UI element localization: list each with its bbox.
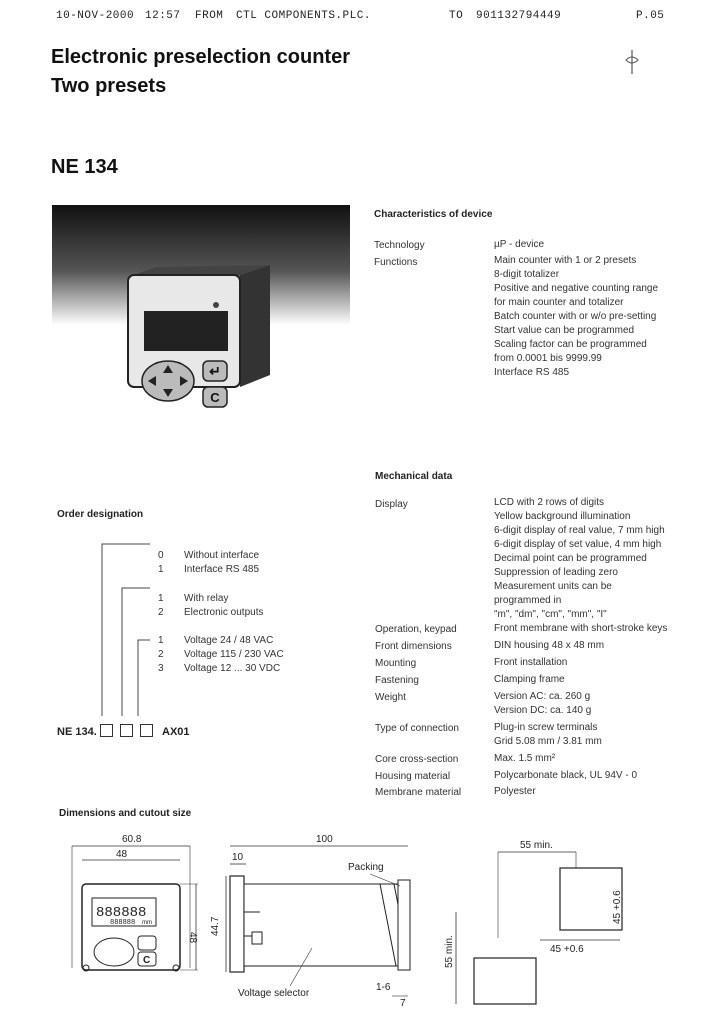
mech-label: Core cross-section (375, 754, 459, 765)
svg-text:C: C (143, 955, 151, 966)
order-code-suffix: AX01 (162, 726, 190, 738)
cutout-view (444, 840, 623, 1004)
svg-text:45 +0.6: 45 +0.6 (550, 944, 584, 955)
svg-text:C: C (210, 390, 220, 405)
order-option: Interface RS 485 (184, 564, 260, 575)
order-code-box (120, 724, 133, 737)
mech-value: DIN housing 48 x 48 mm (494, 640, 605, 651)
logo-mark-icon (622, 48, 642, 76)
order-code-line (57, 724, 190, 738)
fax-number: 901132794449 (476, 10, 562, 22)
svg-text:100: 100 (316, 834, 333, 845)
order-code-box (140, 724, 153, 737)
svg-text:60.8: 60.8 (122, 834, 142, 845)
svg-text:10: 10 (232, 852, 244, 863)
order-option: Voltage 24 / 48 VAC (184, 635, 274, 646)
mech-value: Plug-in screw terminals Grid 5.08 mm / 3.81 mm (494, 722, 602, 747)
order-code-box (100, 724, 113, 737)
order-code-diagram (90, 540, 150, 720)
char-label: Functions (374, 257, 418, 268)
mech-label: Operation, keypad (375, 624, 457, 635)
order-option: Without interface (184, 550, 260, 561)
order-code: 2 (158, 649, 164, 660)
svg-text:55 min.: 55 min. (520, 840, 553, 851)
mech-label: Membrane material (375, 787, 462, 798)
mech-value: Max. 1.5 mm² (494, 753, 556, 764)
svg-text:888888: 888888 (110, 919, 136, 927)
arrow-keypad-icon (142, 361, 194, 401)
order-code: 2 (158, 607, 164, 618)
order-code-prefix: NE 134. (57, 726, 97, 738)
page-title: Electronic preselection counter (51, 46, 350, 68)
svg-text:888888: 888888 (96, 905, 147, 921)
fax-page: P.05 (636, 10, 665, 22)
fax-to: TO (449, 10, 464, 22)
model-number: NE 134 (51, 156, 118, 178)
mech-value: Front membrane with short-stroke keys (494, 623, 668, 634)
order-code: 1 (158, 564, 164, 575)
mech-value: Version AC: ca. 260 g Version DC: ca. 140 g (494, 691, 592, 716)
mech-value: Front installation (494, 657, 568, 668)
mechanical-heading: Mechanical data (375, 471, 453, 482)
char-value: Main counter with 1 or 2 presets 8-digit totalizer Positive and negative counting range for main counter and totalizer Batch counter with or w/o pre-setting Start value can be programmed Scaling factor can be programmed from 0.0001 bis 9999.99 Interface RS 485 (494, 255, 659, 378)
dimensions-heading: Dimensions and cutout size (59, 808, 192, 819)
page-subtitle: Two presets (51, 75, 167, 97)
order-code: 1 (158, 593, 164, 604)
characteristics-heading: Characteristics of device (374, 209, 493, 220)
mech-value: Polycarbonate black, UL 94V - 0 (494, 770, 638, 781)
svg-text:1-6: 1-6 (376, 982, 391, 993)
order-code: 3 (158, 663, 164, 674)
mech-label: Front dimensions (375, 641, 452, 652)
order-option: Electronic outputs (184, 607, 264, 618)
mech-label: Display (375, 499, 408, 510)
fax-sender: CTL COMPONENTS.PLC. (236, 10, 371, 22)
dimension-drawing (50, 828, 690, 1008)
order-code: 1 (158, 635, 164, 646)
mech-label: Type of connection (375, 723, 459, 734)
mech-label: Mounting (375, 658, 417, 669)
svg-text:↵: ↵ (209, 363, 221, 379)
order-code: 0 (158, 550, 164, 561)
svg-text:48: 48 (116, 849, 128, 860)
front-view (72, 834, 198, 971)
mech-value: Clamping frame (494, 674, 565, 685)
svg-text:mm: mm (142, 920, 152, 926)
mech-value: Polyester (494, 786, 536, 797)
order-heading: Order designation (57, 509, 144, 520)
fax-time: 12:57 (145, 10, 181, 22)
mech-value: LCD with 2 rows of digits Yellow background illumination 6-digit display of real value, 7 mm high 6-digit display of set value, 4 mm high Decimal point can be programmed Suppression of leading zero Measurement units can be programmed in "m", "dm", "cm", "mm", "I" (494, 497, 665, 620)
char-value: µP - device (494, 239, 545, 250)
svg-text:44.7: 44.7 (210, 916, 221, 936)
svg-text:Packing: Packing (348, 862, 384, 873)
order-option: Voltage 12 ... 30 VDC (184, 663, 281, 674)
fax-date: 10-NOV-2000 (56, 10, 135, 22)
svg-text:7: 7 (400, 998, 406, 1008)
fax-from: FROM (195, 10, 224, 22)
mech-label: Fastening (375, 675, 419, 686)
order-option: With relay (184, 593, 229, 604)
product-photo (52, 205, 350, 425)
svg-text:55 min.: 55 min. (444, 935, 455, 968)
mech-label: Weight (375, 692, 406, 703)
mech-label: Housing material (375, 771, 451, 782)
svg-text:Voltage selector: Voltage selector (238, 988, 310, 999)
side-view (210, 834, 410, 1008)
svg-text:45 +0.6: 45 +0.6 (612, 890, 623, 924)
svg-text:48: 48 (187, 932, 198, 944)
char-label: Technology (374, 240, 425, 251)
order-option: Voltage 115 / 230 VAC (184, 649, 284, 660)
